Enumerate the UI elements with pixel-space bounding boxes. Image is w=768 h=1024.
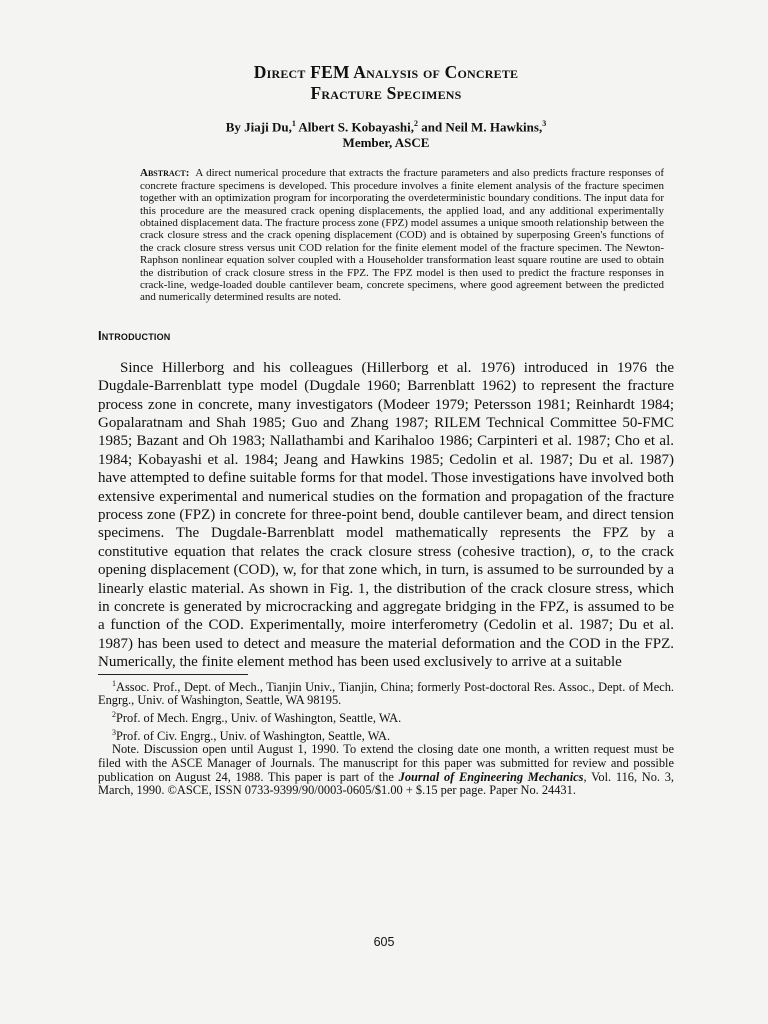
title-line-1: Direct FEM Analysis of Concrete bbox=[253, 62, 519, 82]
author-line-1 bbox=[98, 116, 674, 135]
title-line-2: Fracture Specimens bbox=[310, 83, 462, 103]
footnote-2-text: Prof. of Mech. Engrg., Univ. of Washington, Seattle, WA. bbox=[116, 711, 402, 726]
author-line-2: Member, ASCE bbox=[342, 135, 430, 151]
footnote-3-mark: 3 bbox=[112, 727, 116, 737]
author-hawkins-sup: 3 bbox=[542, 119, 547, 128]
footnote-3 bbox=[98, 726, 674, 744]
author-list bbox=[98, 116, 674, 151]
footnote-2-mark: 2 bbox=[112, 710, 116, 720]
abstract bbox=[140, 167, 664, 303]
author-kobayashi-sup: 2 bbox=[413, 119, 418, 128]
footnote-rule bbox=[98, 674, 248, 675]
abstract-label: Abstract: bbox=[140, 167, 190, 180]
paper-title bbox=[98, 62, 674, 104]
author-hawkins: and Neil M. Hawkins, bbox=[417, 119, 543, 135]
introduction-heading: Introduction bbox=[98, 327, 171, 343]
footnotes bbox=[98, 677, 674, 798]
footnote-1 bbox=[98, 677, 674, 708]
author-du: By Jiaji Du, bbox=[225, 119, 292, 135]
editorial-note bbox=[98, 743, 674, 797]
introduction-paragraph: Since Hillerborg and his colleagues (Hillerborg et al. 1976) introduced in 1976 the Dugdale-Barrenblatt type model (Dugdale 1960; Barrenblatt 1962) to represent the fracture process zone in concrete, many investigators (Modeer 1979; Petersson 1981; Reinhardt 1984; Gopalaratnam and Shah 1985; Guo and Zhang 1987; RILEM Technical Committee 50-FMC 1985; Bazant and Oh 1983; Nallathambi and Karihaloo 1986; Carpinteri et al. 1987; Cho et al. 1984; Kobayashi et al. 1984; Jeang and Hawkins 1985; Cedolin et al. 1987; Du et al. 1987) have attempted to define suitable forms for that model. Those investigations have involved both extensive experimental and numerical studies on the formation and propagation of the fracture process zone (FPZ) in concrete for three-point bend, double cantilever beam, and direct tension specimens. The Dugdale-Barrenblatt model mathematically represents the FPZ by a constitutive equation that relates the crack closure stress (cohesive traction), σ, to the crack opening displacement (COD), w, for that zone which, in turn, is assumed to be surrounded by a linearly elastic material. As shown in Fig. 1, the distribution of the crack closure stress, which in concrete is generated by microcracking and aggregate bridging in the FPZ, is assumed to be a function of the COD. Experimentally, moire interferometry (Cedolin et al. 1987; Du et al. 1987) has been used to detect and measure the material deformation and the COD in the FPZ. Numerically, the finite element method has been used exclusively to arrive at a suitable bbox=[98, 359, 674, 671]
footnote-1-text: Assoc. Prof., Dept. of Mech., Tianjin Univ., Tianjin, China; formerly Post-doctoral Res. Assoc., Dept. of Mech. Engrg., Univ. of Washington, Seattle, WA 98195. bbox=[98, 679, 674, 708]
footnote-2 bbox=[98, 708, 674, 726]
author-kobayashi: Albert S. Kobayashi, bbox=[295, 119, 414, 135]
footnote-3-text: Prof. of Civ. Engrg., Univ. of Washington, Seattle, WA. bbox=[116, 728, 391, 743]
paper-page bbox=[98, 62, 674, 798]
note-text-a: Note. Discussion open until August 1, 1990. To extend the closing date one month, a written request must be filed with the ASCE Manager of Journals. The manuscript for this paper was submitted for review and possible publication on August 24, 1988. This paper is part of the bbox=[98, 742, 674, 784]
journal-name: Journal of Engineering Mechanics bbox=[398, 769, 584, 784]
footnote-1-mark: 1 bbox=[112, 678, 116, 688]
page-number: 605 bbox=[373, 935, 395, 949]
note-text-b: , Vol. 116, No. 3, March, 1990. ©ASCE, ISSN 0733-9399/90/0003-0605/$1.00 + $.15 per page. Paper No. 24431. bbox=[98, 769, 675, 798]
abstract-text: A direct numerical procedure that extracts the fracture parameters and also predicts fracture responses of concrete fracture specimens is developed. This procedure involves a finite element analysis of the fracture specimen together with an optimization program for incorporating the overdeterministic boundary conditions. The input data for this procedure are the measured crack opening displacements, the applied load, and any additional experimentally obtained displacement data. The fracture process zone (FPZ) model assumes a unique smooth relationship between the crack closure stress and the crack opening displacement (COD) and is obtained by superposing Green's functions of the crack closure stress versus unit COD relation for the finite element model of the fracture specimen. The Newton-Raphson nonlinear equation solver coupled with a Householder transformation least square routine are used to obtain the distribution of crack closure stress in the FPZ. The FPZ model is then used to predict the fracture responses in crack-line, wedge-loaded double cantilever beam, concrete specimens, where good agreement between the predicted and numerically determined results are noted. bbox=[140, 167, 664, 304]
author-du-sup: 1 bbox=[291, 119, 296, 128]
